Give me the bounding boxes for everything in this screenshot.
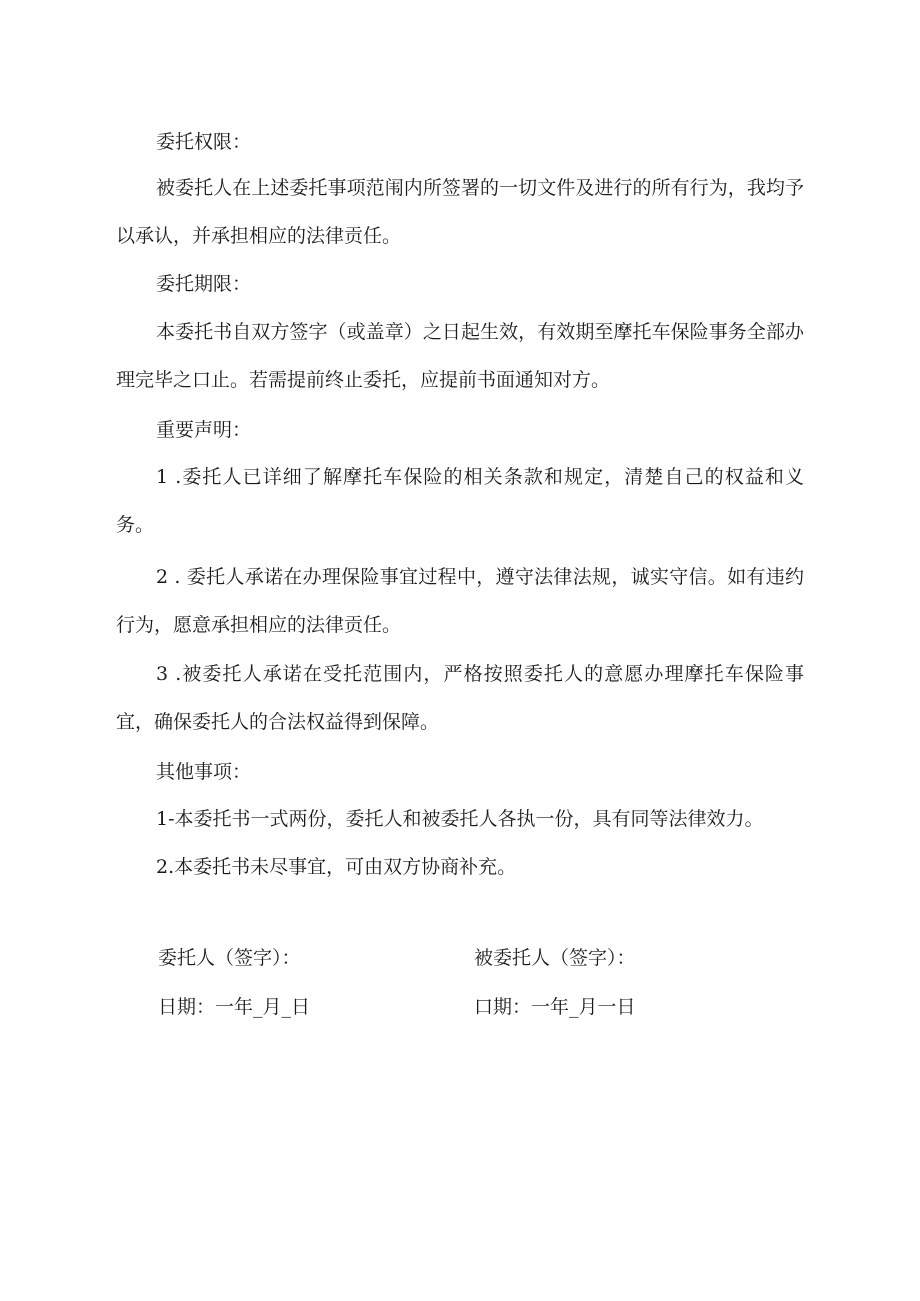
declaration-heading: 重要声明： bbox=[156, 419, 252, 441]
principal-signature-label: 委托人（签字）： bbox=[158, 947, 301, 969]
declaration-item-1: 1 .委托人已详细了解摩托车保险的相关条款和规定，清楚自己的权益和义务。 bbox=[116, 466, 804, 536]
authority-heading: 委托权限： bbox=[156, 131, 252, 153]
declaration-item-3: 3 .被委托人承诺在受托范围内，严格按照委托人的意愿办理摩托车保险事宜，确保委托人的合法权益得到保障。 bbox=[116, 663, 804, 733]
other-item-2: 2.本委托书未尽事宜，可由双方协商补充。 bbox=[156, 856, 517, 878]
declaration-item-2: 2 . 委托人承诺在办理保险事宜过程中，遵守法律法规，诚实守信。如有违约行为，愿意承担相应的法律贡任。 bbox=[116, 566, 804, 636]
term-heading: 委托期限： bbox=[156, 273, 252, 295]
term-paragraph: 本委托书自双方签字（或盖章）之日起生效，有效期至摩托车保险事务全部办理完毕之口止。若需提前终止委托，应提前书面通知对方。 bbox=[116, 321, 804, 391]
principal-date-line: 日期：一年_月_日 bbox=[158, 996, 311, 1018]
other-heading: 其他事项： bbox=[156, 761, 252, 783]
agent-signature-label: 被委托人（签字）： bbox=[474, 947, 636, 969]
authority-paragraph: 被委托人在上述委托事项范闱内所签署的一切文件及进行的所有行为，我均予以承认，并承担相应的法律贡任。 bbox=[116, 177, 804, 247]
other-item-1: 1-本委托书一式两份，委托人和被委托人各执一份，具有同等法律效力。 bbox=[156, 808, 764, 830]
agent-date-line: 口期：一年_月一日 bbox=[474, 996, 636, 1018]
